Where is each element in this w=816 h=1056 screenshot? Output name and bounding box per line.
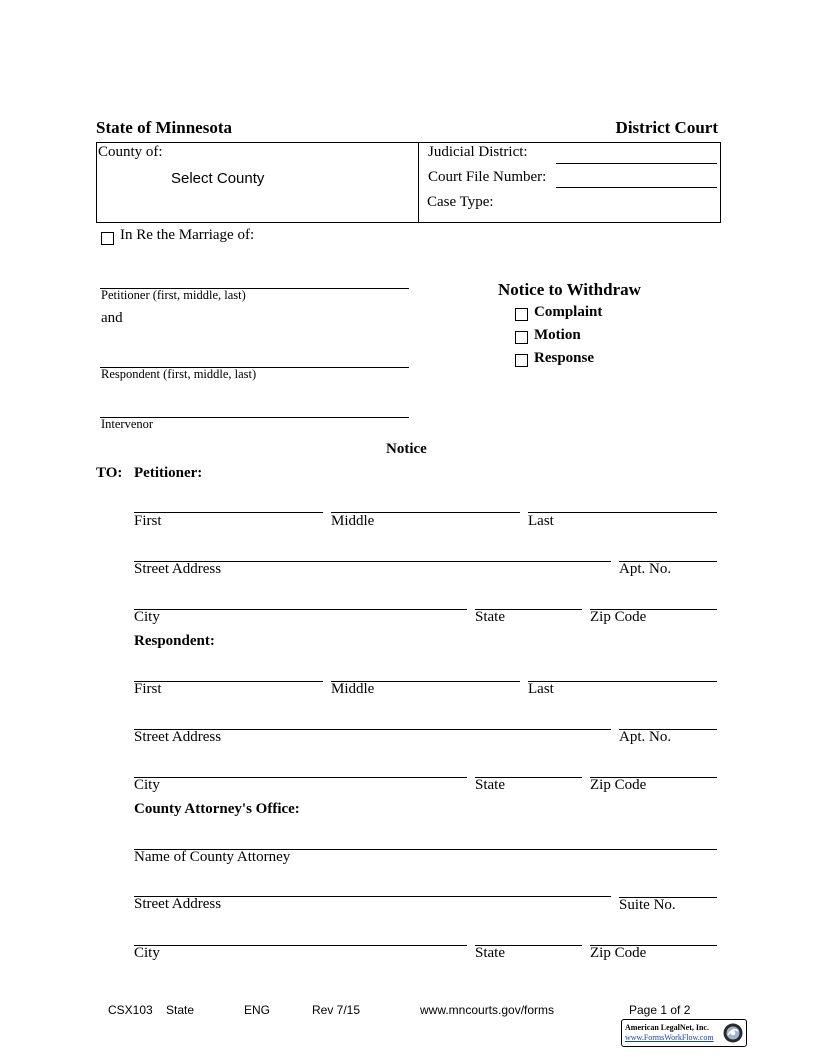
and-text: and	[101, 310, 123, 326]
att-street-label: Street Address	[134, 896, 222, 912]
pet-city-label: City	[134, 609, 160, 625]
pet-apt-label: Apt. No.	[619, 561, 672, 577]
res-state-label: State	[475, 777, 505, 793]
notice-title: Notice	[386, 441, 427, 457]
county-select[interactable]: Select County	[171, 170, 265, 187]
motion-label: Motion	[534, 327, 581, 343]
pet-state-label: State	[475, 609, 505, 625]
pet-first-label: First	[134, 513, 162, 529]
judicial-district-input[interactable]	[556, 163, 717, 164]
badge-url[interactable]: www.FormsWorkFlow.com	[625, 1033, 714, 1042]
marriage-checkbox[interactable]	[101, 232, 114, 245]
footer-rev: Rev 7/15	[312, 1003, 361, 1017]
footer-page: Page 1 of 2	[629, 1003, 691, 1017]
res-last-input[interactable]	[528, 681, 717, 682]
footer-url[interactable]: www.mncourts.gov/forms	[420, 1003, 555, 1017]
badge-name: American LegalNet, Inc.	[625, 1023, 709, 1032]
res-city-label: City	[134, 777, 160, 793]
att-city-label: City	[134, 945, 160, 961]
judicial-district-label: Judicial District:	[428, 144, 528, 160]
response-checkbox[interactable]	[515, 354, 528, 367]
court-file-input[interactable]	[556, 187, 717, 188]
footer-state: State	[166, 1003, 195, 1017]
case-type-label: Case Type:	[427, 194, 494, 210]
county-label: County of:	[98, 144, 163, 160]
footer-form-id: CSX103	[108, 1003, 153, 1017]
res-zip-label: Zip Code	[590, 777, 647, 793]
complaint-label: Complaint	[534, 304, 603, 320]
footer-lang: ENG	[244, 1003, 271, 1017]
petitioner-label: Petitioner (first, middle, last)	[101, 288, 246, 302]
att-suite-label: Suite No.	[619, 897, 676, 913]
res-last-label: Last	[528, 681, 554, 697]
res-middle-label: Middle	[331, 681, 375, 697]
res-first-label: First	[134, 681, 162, 697]
complaint-checkbox[interactable]	[515, 308, 528, 321]
pet-middle-label: Middle	[331, 513, 375, 529]
att-city-input[interactable]	[134, 945, 467, 946]
case-box-divider	[418, 142, 419, 222]
res-city-input[interactable]	[134, 777, 467, 778]
response-label: Response	[534, 350, 595, 366]
pet-first-input[interactable]	[134, 512, 323, 513]
court-title: District Court	[615, 118, 718, 137]
res-street-label: Street Address	[134, 729, 222, 745]
globe-icon	[722, 1022, 744, 1044]
respondent-heading: Respondent:	[134, 633, 215, 649]
respondent-label: Respondent (first, middle, last)	[101, 367, 257, 381]
res-first-input[interactable]	[134, 681, 323, 682]
to-label: TO:	[96, 465, 123, 481]
pet-city-input[interactable]	[134, 609, 467, 610]
marriage-label: In Re the Marriage of:	[120, 227, 255, 243]
attorney-heading: County Attorney's Office:	[134, 801, 300, 817]
attorney-name-label: Name of County Attorney	[134, 849, 291, 865]
pet-zip-label: Zip Code	[590, 609, 647, 625]
res-apt-label: Apt. No.	[619, 729, 672, 745]
att-zip-label: Zip Code	[590, 945, 647, 961]
pet-last-label: Last	[528, 513, 554, 529]
withdraw-title: Notice to Withdraw	[498, 280, 641, 299]
petitioner-heading: Petitioner:	[134, 465, 203, 481]
intervenor-label: Intervenor	[101, 417, 154, 431]
legalnet-badge[interactable]	[621, 1019, 747, 1047]
state-title: State of Minnesota	[96, 118, 232, 137]
pet-last-input[interactable]	[528, 512, 717, 513]
court-file-label: Court File Number:	[428, 169, 547, 185]
motion-checkbox[interactable]	[515, 331, 528, 344]
att-state-label: State	[475, 945, 505, 961]
pet-street-label: Street Address	[134, 561, 222, 577]
